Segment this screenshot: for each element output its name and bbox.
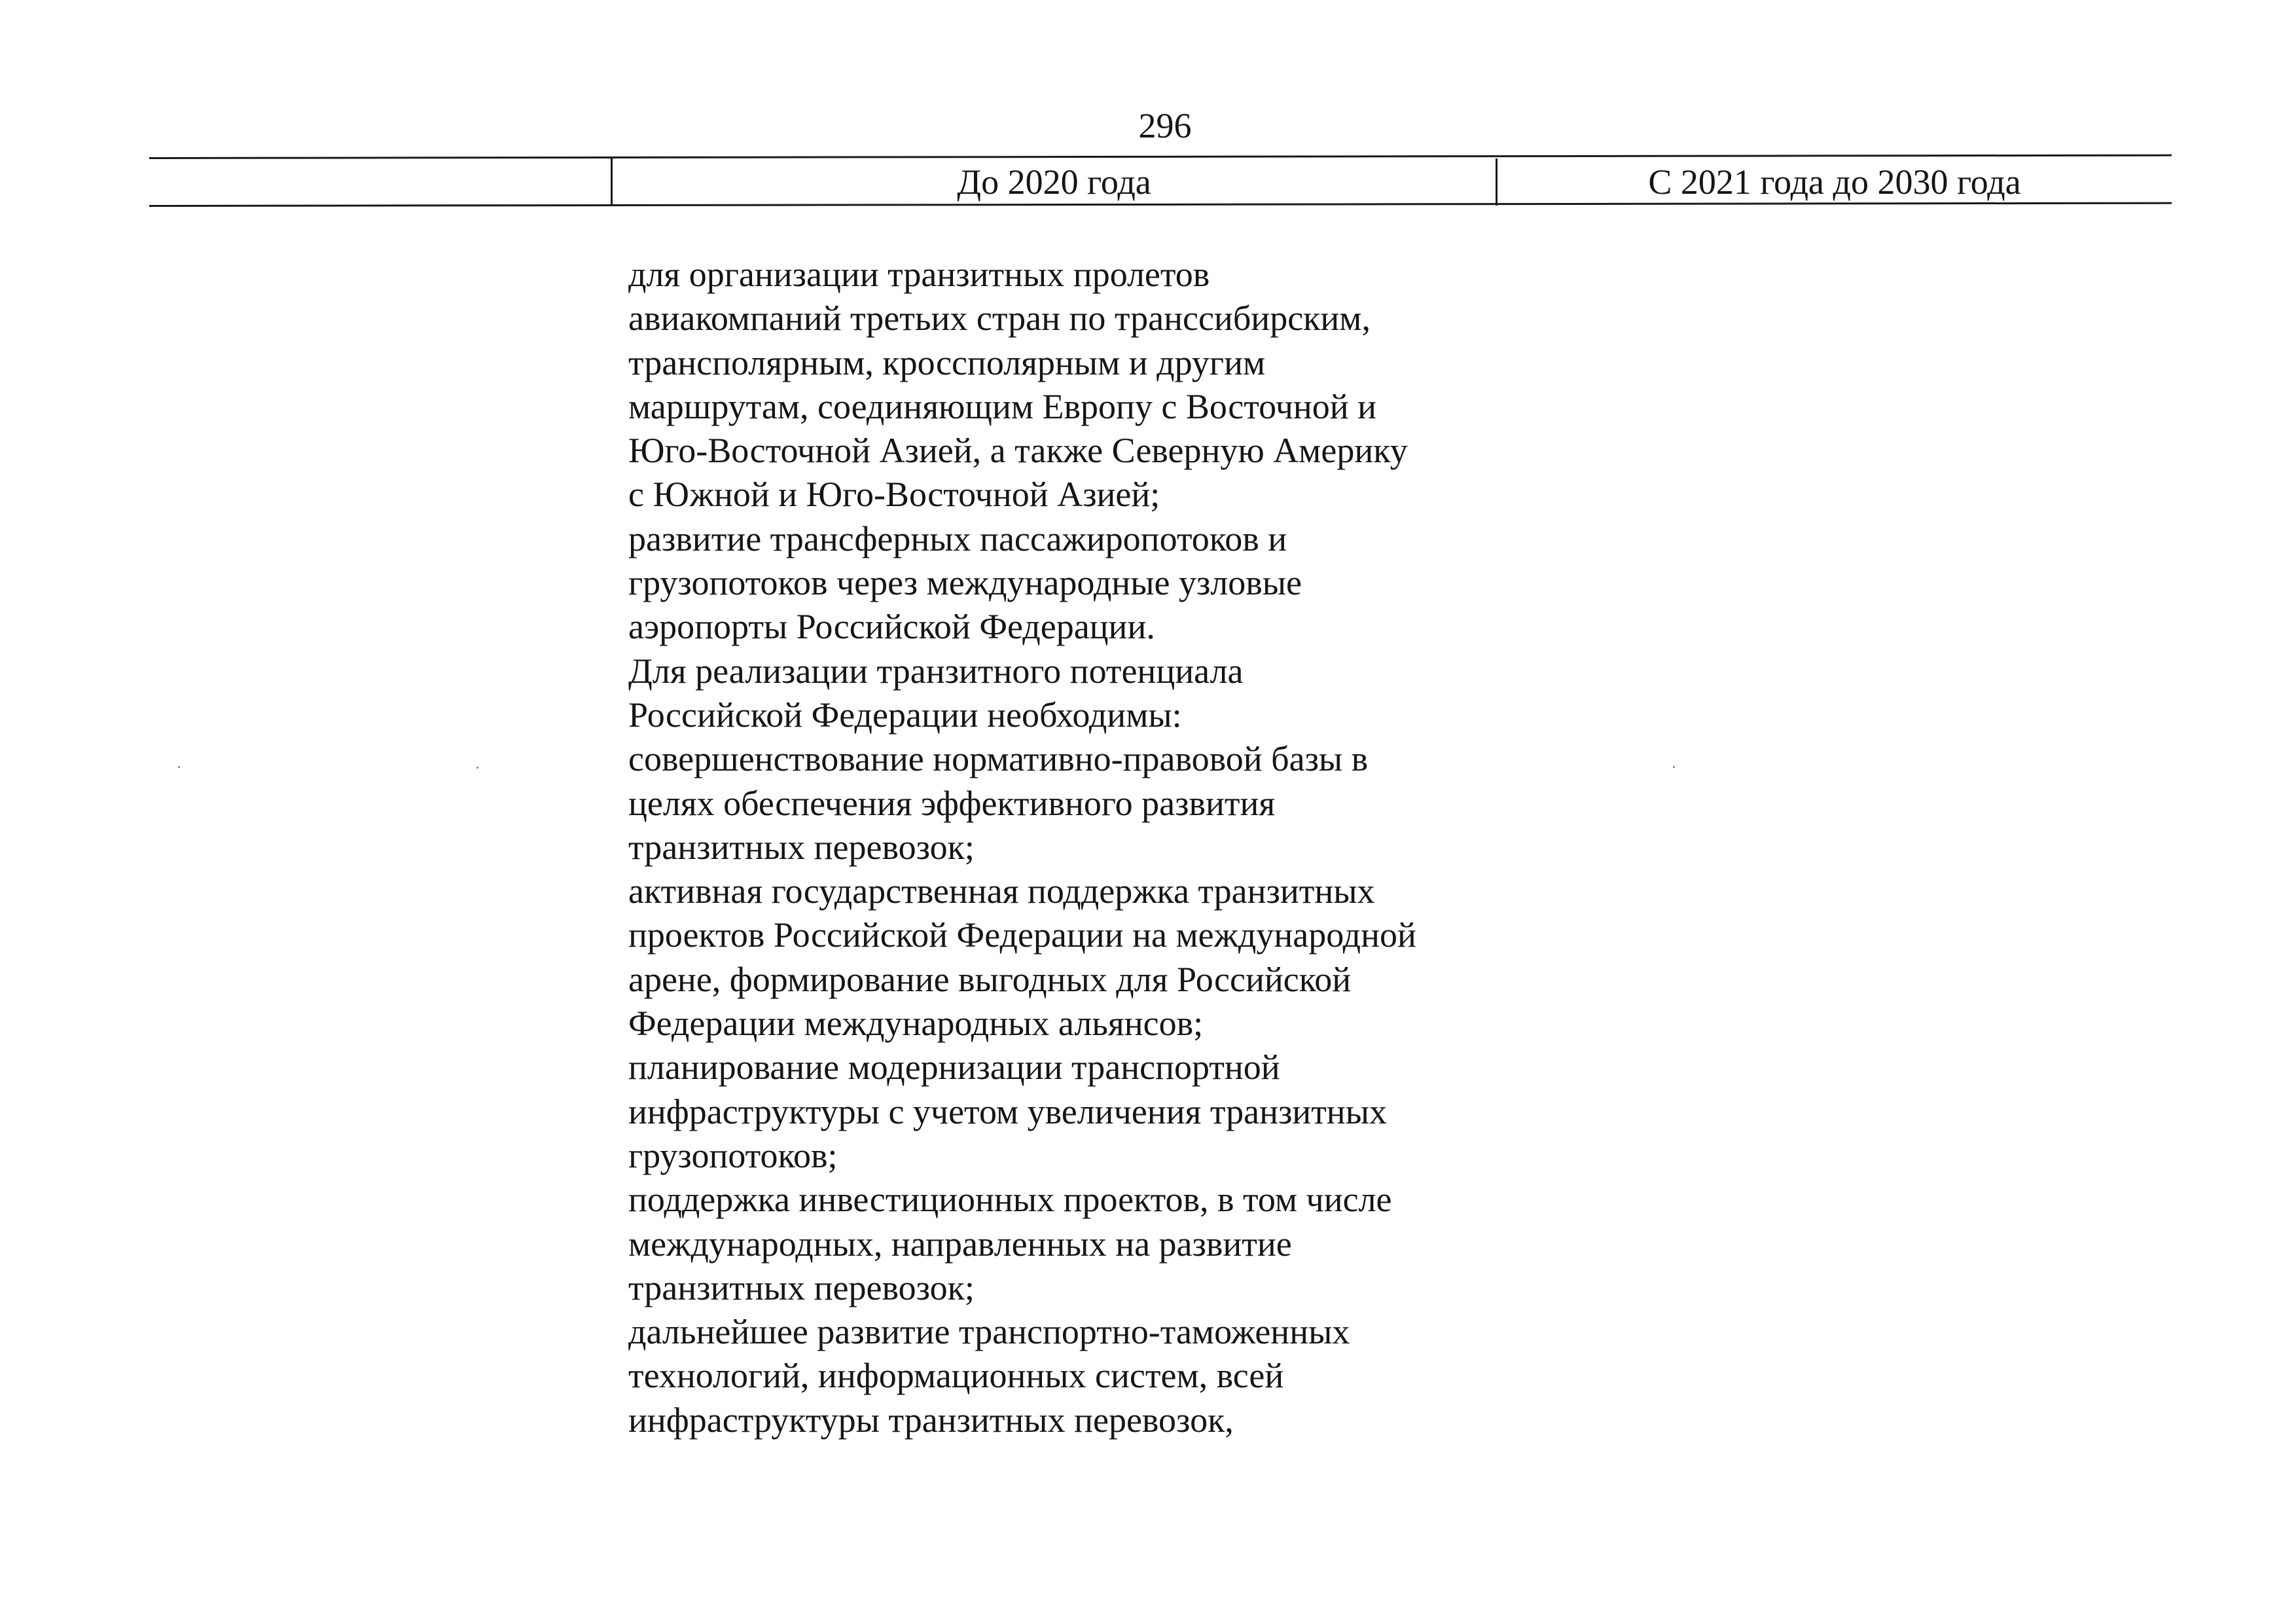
text-line: грузопотоков; [628,1135,838,1175]
scan-speck [476,767,478,769]
scan-speck [1673,766,1675,768]
header-top-rule [149,155,2172,159]
text-line: для организации транзитных пролетов [628,255,1210,294]
text-line: грузопотоков через международные узловые [628,563,1302,603]
text-line: планирование модернизации транспортной [628,1048,1280,1087]
scan-speck [178,766,180,768]
text-line: технологий, информационных систем, всей [628,1356,1284,1396]
text-line: авиакомпаний третьих стран по транссибирским, [628,299,1371,338]
text-line: целях обеспечения эффективного развития [628,783,1276,823]
text-line: развитие трансферных пассажиропотоков и [628,519,1287,558]
body-text-column [628,253,1558,1442]
text-line: арене, формирование выгодных для Российской [628,959,1352,999]
text-line: транзитных перевозок; [628,827,975,867]
text-line: инфраструктуры транзитных перевозок, [628,1400,1234,1440]
text-line: транзитных перевозок; [628,1267,975,1307]
text-line: совершенствование нормативно-правовой базы в [628,739,1369,779]
text-line: Юго-Восточной Азией, а также Северную Америку [628,431,1408,471]
text-line: дальнейшее развитие транспортно-таможенных [628,1312,1350,1352]
column-header-2021-2030: С 2021 года до 2030 года [1648,162,2021,202]
text-line: Федерации международных альянсов; [628,1004,1204,1044]
text-line: Российской Федерации необходимы: [628,695,1182,735]
column-header-until-2020: До 2020 года [957,162,1151,202]
text-line: проектов Российской Федерации на международной [628,915,1416,955]
text-line: международных, направленных на развитие [628,1224,1292,1264]
page-number: 296 [1138,106,1192,145]
text-line: инфраструктуры с учетом увеличения транзитных [628,1091,1387,1131]
text-line: Для реализации транзитного потенциала [628,651,1244,691]
text-line: с Южной и Юго-Восточной Азией; [628,475,1160,515]
text-line: поддержка инвестиционных проектов, в том числе [628,1180,1392,1220]
text-line: активная государственная поддержка транзитных [628,871,1375,911]
text-line: аэропорты Российской Федерации. [628,607,1155,647]
text-line: трансполярным, кроссполярным и другим [628,342,1266,382]
text-line: маршрутам, соединяющим Европу с Восточной и [628,386,1377,426]
table-header [149,157,2172,207]
